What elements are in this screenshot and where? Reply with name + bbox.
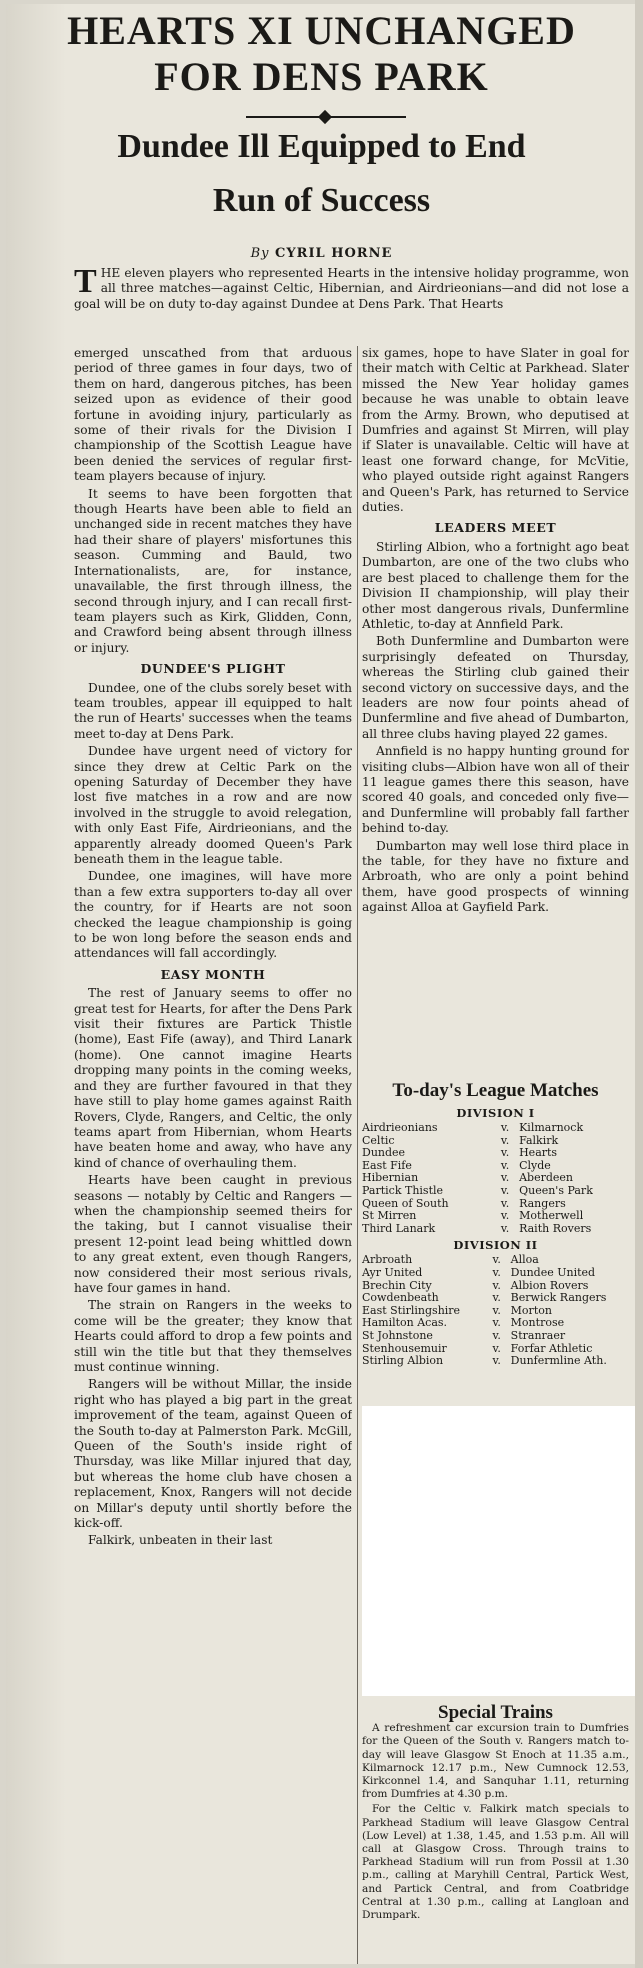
division-2-heading: DIVISION II [453, 1238, 538, 1253]
fixture-home-team: Hibernian [362, 1171, 419, 1185]
fixture-row [362, 1122, 629, 1135]
fixture-home-team: Hamilton Acas. [362, 1316, 448, 1330]
subheadline-line-2: Run of Success [212, 182, 431, 219]
ornament-divider-icon [246, 112, 406, 122]
left-column [74, 346, 352, 1962]
paragraph: The strain on Rangers in the weeks to come will be the greater; they know that Hearts could afford to drop a few points and still win the title but that they themselves must continue winning. [74, 1298, 352, 1374]
paragraph: Hearts have been caught in previous seasons — notably by Celtic and Rangers — when the championship seemed theirs for the taking, but I cannot visualise their present 12-point lead being whittled down to any great extent, even though Rangers, now considered their most serious rivals, have four games in hand. [74, 1173, 352, 1295]
fixture-home-team: Partick Thistle [362, 1183, 444, 1197]
fixture-away-team: Falkirk [519, 1133, 559, 1147]
fixture-versus: v. [492, 1265, 501, 1279]
fixture-row [362, 1355, 629, 1368]
section-heading: DUNDEE'S PLIGHT [140, 661, 286, 677]
paragraph: The rest of January seems to offer no great test for Hearts, for after the Dens Park visit their fixtures are Partick Thistle (home), East Fife (away), and Third Lanark (home). One cannot imagine Hearts dropping many points in the coming weeks, and they are further favoured in that they have still to play home games against Raith Rovers, Clyde, Rangers, and Celtic, the only teams apart from Hibernian, whom Hearts have beaten home and away, who have any kind of chance of overhauling them. [74, 986, 352, 1170]
fixture-away-team: Albion Rovers [510, 1278, 589, 1292]
section-heading: EASY MONTH [160, 966, 266, 982]
fixture-home-team: East Fife [362, 1158, 412, 1172]
fixture-versus: v. [500, 1221, 510, 1235]
page-edge [635, 0, 643, 1968]
fixture-away-team: Motherwell [519, 1209, 584, 1223]
newspaper-clipping [6, 4, 637, 1964]
fixture-versus: v. [492, 1303, 501, 1317]
fixture-versus: v. [500, 1121, 510, 1134]
fixture-home-team: Ayr United [362, 1265, 423, 1279]
fixture-away-team: Hearts [519, 1146, 558, 1160]
fixtures-box [362, 1072, 629, 1368]
fixture-versus: v. [492, 1316, 501, 1330]
byline-prefix: By [250, 246, 270, 261]
byline-author: CYRIL HORNE [275, 246, 393, 261]
fixture-home-team: Celtic [362, 1133, 395, 1147]
blank-area [362, 1406, 637, 1696]
fixture-away-team: Dundee United [510, 1265, 596, 1279]
right-column [362, 346, 629, 1074]
fixture-away-team: Aberdeen [519, 1171, 573, 1185]
fixture-home-team: Stenhousemuir [362, 1341, 447, 1355]
fixture-away-team: Montrose [510, 1316, 565, 1330]
paragraph: Dundee, one imagines, will have more than a few extra supporters to-day all over the country, for if Hearts are not soon checked the league championship is going to be won long before the season ends and attendances will fall accordingly. [74, 869, 352, 961]
fixture-home-team: Dundee [362, 1146, 406, 1160]
fixtures-title: To-day's League Matches [392, 1080, 599, 1101]
fixture-home-team: St Mirren [362, 1209, 417, 1223]
fixture-home-team: East Stirlingshire [362, 1303, 461, 1317]
fixture-versus: v. [492, 1354, 501, 1368]
fixture-home-team: Arbroath [362, 1253, 413, 1267]
lede-paragraph [74, 263, 629, 314]
paragraph: It seems to have been forgotten that though Hearts have been able to field an unchanged side in recent matches they have had their share of players' misfortunes this season. Cumming and Bauld, two Internationalists, are, for instance, unavailable, the first through illness, the second through injury, and I can recall first-team players such as Kirk, Glidden, Conn, and Crawford being absent through illness or injury. [74, 486, 352, 655]
headline-line-2: FOR DENS PARK [154, 54, 489, 99]
fixture-home-team: Cowdenbeath [362, 1291, 439, 1305]
fixture-away-team: Stranraer [510, 1328, 566, 1342]
paragraph: Dundee have urgent need of victory for since they drew at Celtic Park on the opening Saturday of December they have lost five matches in a row and are now involved in the struggle to avoid relegation, with only East Fife, Airdrieonians, and the apparently already doomed Queen's Park beneath them in the league table. [74, 744, 352, 866]
paragraph: Dundee, one of the clubs sorely beset with team troubles, appear ill equipped to halt the run of Hearts' successes when the teams meet to-day at Dens Park. [74, 680, 352, 741]
column-rule [357, 346, 358, 1964]
byline [6, 246, 637, 261]
division-2-table [362, 1254, 629, 1367]
fixture-away-team: Alloa [510, 1253, 539, 1267]
fixture-versus: v. [500, 1158, 510, 1172]
headline-line-1: HEARTS XI UNCHANGED [67, 8, 576, 53]
fixture-away-team: Rangers [519, 1196, 566, 1210]
fixture-row [362, 1147, 629, 1160]
lede-text: HE eleven players who represented Hearts in the intensive holiday programme, won all three matches—against Celtic, Hibernian, and Airdrieonians—and did not lose a goal will be on duty to-day against Dundee at Dens Park. That Hearts [74, 266, 629, 311]
fixture-home-team: Queen of South [362, 1196, 449, 1210]
paragraph: Annfield is no happy hunting ground for visiting clubs—Albion have won all of their 11 league games there this season, have scored 40 goals, and conceded only five—and Dunfermline will probably fall farther behind to-day. [362, 744, 629, 836]
paragraph: A refreshment car excursion train to Dumfries for the Queen of the South v. Rangers match to-day will leave Glasgow St Enoch at 11.35 a.m., Kilmarnock 12.17 p.m., New Cumnock 12.53, Kirkconnel 1.4, and Sanquhar 1.11, returning from Dumfries at 4.30 p.m. [362, 1722, 629, 1801]
fixture-away-team: Morton [510, 1303, 552, 1317]
fixture-versus: v. [500, 1196, 510, 1210]
paragraph: emerged unscathed from that arduous period of three games in four days, two of them on hard, dangerous pitches, has been seized upon as evidence of their good fortune in avoiding injury, particularly as some of their rivals for the Division I championship of the Scottish League have been denied the services of regular first-team players because of injury. [74, 346, 352, 484]
page-shading [6, 4, 66, 1964]
fixture-away-team: Forfar Athletic [510, 1341, 593, 1355]
fixture-home-team: Stirling Albion [362, 1354, 444, 1368]
fixture-home-team: St Johnstone [362, 1328, 433, 1342]
fixture-versus: v. [492, 1341, 501, 1355]
division-1-heading: DIVISION I [456, 1106, 535, 1120]
fixture-row [362, 1292, 629, 1305]
paragraph: six games, hope to have Slater in goal for their match with Celtic at Parkhead. Slater missed the New Year holiday games because he was unable to obtain leave from the Army. Brown, who deputised at Dumfries and against St Mirren, will play if Slater is unavailable. Celtic will have at least one forward change, for McVitie, who played outside right against Rangers and Queen's Park, has returned to Service duties. [362, 346, 629, 515]
fixture-versus: v. [492, 1253, 501, 1267]
fixture-row [362, 1185, 629, 1198]
paragraph: Falkirk, unbeaten in their last [88, 1533, 273, 1548]
fixture-away-team: Clyde [519, 1158, 551, 1172]
fixture-away-team: Raith Rovers [519, 1221, 592, 1235]
fixture-away-team: Kilmarnock [519, 1121, 584, 1134]
paragraph: Both Dunfermline and Dumbarton were surprisingly defeated on Thursday, whereas the Stirling club gained their second victory on successive days, and the leaders are now four points ahead of Dunfermline and five ahead of Dumbarton, all three clubs having played 22 games. [362, 634, 629, 741]
fixture-home-team: Brechin City [362, 1278, 432, 1292]
fixture-versus: v. [492, 1278, 501, 1292]
division-1-table [362, 1122, 629, 1235]
paragraph: Dumbarton may well lose third place in the table, for they have no fixture and Arbroath, who are only a point behind them, have good prospects of winning against Alloa at Gayfield Park. [362, 838, 629, 915]
special-trains-title: Special Trains [438, 1702, 553, 1723]
fixture-versus: v. [500, 1146, 510, 1160]
fixture-away-team: Dunfermline Ath. [510, 1354, 607, 1368]
paragraph: Stirling Albion, who a fortnight ago beat Dumbarton, are one of the two clubs who are best placed to challenge them for the Division II championship, will play their other most dangerous rivals, Dunfermline Athletic, to-day at Annfield Park. [362, 539, 629, 631]
drop-cap: T [74, 263, 97, 300]
fixture-away-team: Berwick Rangers [510, 1291, 607, 1305]
paragraph: Rangers will be without Millar, the inside right who has played a big part in the great improvement of the team, against Queen of the South to-day at Palmerston Park. McGill, Queen of the South's inside right of Thursday, was like Millar injured that day, but whereas the home club have chosen a replacement, Knox, Rangers will not decide on Millar's deputy until shortly before the kick-off. [74, 1377, 352, 1531]
paragraph: For the Celtic v. Falkirk match specials to Parkhead Stadium will leave Glasgow Central (Low Level) at 1.38, 1.45, and 1.53 p.m. All will call at Glasgow Cross. Through trains to Parkhead Stadium will run from Possil at 1.30 p.m., calling at Maryhill Central, Partick West, and Partick Central, and from Coatbridge Central at 1.30 p.m., calling at Langloan and Drumpark. [362, 1803, 629, 1922]
fixture-versus: v. [492, 1291, 501, 1305]
fixture-versus: v. [500, 1209, 510, 1223]
fixture-row [362, 1267, 629, 1280]
fixture-away-team: Queen's Park [519, 1183, 593, 1197]
fixture-home-team: Third Lanark [362, 1221, 436, 1235]
special-trains-box [362, 1702, 629, 1924]
section-heading: LEADERS MEET [434, 520, 557, 536]
fixture-versus: v. [500, 1183, 510, 1197]
fixture-row [362, 1210, 629, 1223]
fixture-home-team: Airdrieonians [362, 1121, 438, 1134]
fixture-versus: v. [492, 1328, 501, 1342]
subheadline-line-1: Dundee Ill Equipped to End [117, 128, 526, 165]
fixture-row [362, 1223, 629, 1236]
fixture-versus: v. [500, 1171, 510, 1185]
fixture-row [362, 1330, 629, 1343]
fixture-versus: v. [500, 1133, 510, 1147]
